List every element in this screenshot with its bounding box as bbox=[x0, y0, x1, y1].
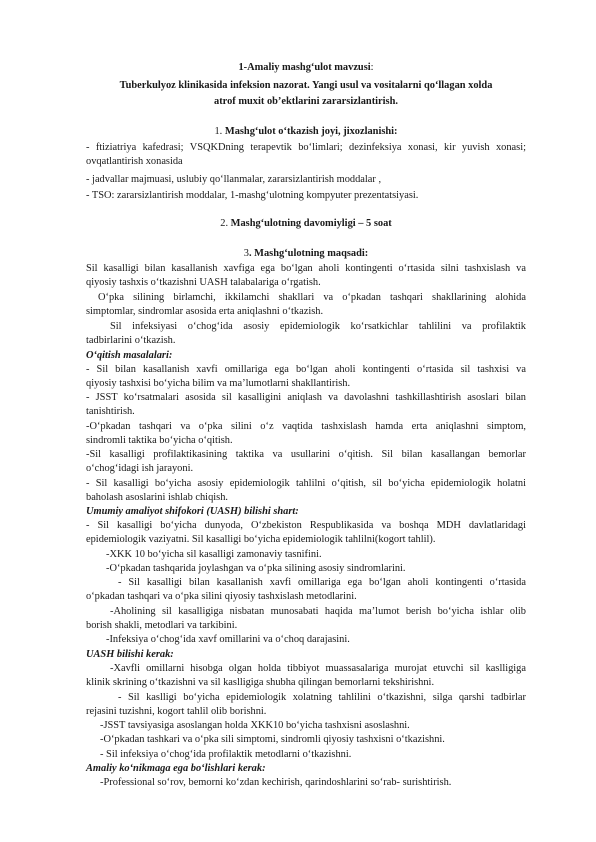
lesson-title-colon: : bbox=[370, 62, 374, 73]
task-line-10: baholash asoslarini ishlab chiqish. bbox=[86, 492, 228, 503]
section-1-line-4: - TSO: zararsizlantirish moddalar, 1-mashg‘ulotning kompyuter prezentatsiyasi. bbox=[86, 190, 419, 201]
skills-heading: Amaliy ko‘nikmaga ega bo‘lishlari kerak: bbox=[86, 763, 266, 774]
task-line-2: qiyosiy tashxisi bo‘yicha bilim va ma’lumotlarni shakllantirish. bbox=[86, 378, 351, 389]
task-line-5: -O‘pkadan tashqari va o‘pka silini o‘z vaqtida tashxislash hamda erta aniqlashni simptom, bbox=[86, 421, 526, 432]
section-2-title: Mashg‘ulotning davomiyligi – 5 soat bbox=[230, 218, 392, 229]
skills-line-1: -Professional so‘rov, bemorni ko‘zdan kechirish, qarindoshlarini so‘rab- surishtirish. bbox=[100, 777, 452, 788]
task-line-7: -Sil kasalligi profilaktikasining taktika va usullarini o‘qitish. Sil bilan kasallangan bemorlar bbox=[86, 449, 526, 460]
should-know-heading: UASH bilishi kerak: bbox=[86, 649, 174, 660]
section-3-number: 3 bbox=[243, 248, 249, 259]
section-2-heading bbox=[86, 218, 526, 230]
must-know-line-9: -Infeksiya o‘chog‘ida xavf omillarini va o‘choq darajasini. bbox=[106, 634, 350, 645]
must-know-heading: Umumiy amaliyot shifokori (UASH) bilishi shart: bbox=[86, 506, 299, 517]
must-know-line-7: -Aholining sil kasalligiga nisbatan munosabati haqida ma’lumot berish bo‘yicha ishlar olib bbox=[110, 606, 526, 617]
task-line-4: tanishtirish. bbox=[86, 406, 135, 417]
should-know-line-3: - Sil kaslligi bo‘yicha epidemiologik xolatning tahlilini o‘tkazishni, silga qarshi tadbirlar bbox=[118, 692, 526, 703]
task-line-3: - JSST ko‘rsatmalari asosida sil kasalligini aniqlash va davolashni tashkillashtirish asoslari bilan bbox=[86, 392, 526, 403]
section-1-line-3: - jadvallar majmuasi, uslubiy qo‘llanmalar, zararsizlantirish moddalar , bbox=[86, 174, 382, 185]
goal-line-2: qiyosiy tashxis o‘tkazishni UASH talabalariga o‘rgatish. bbox=[86, 277, 321, 288]
topic-line-2: atrof muxit ob’ektlarini zararsizlantirish. bbox=[214, 96, 398, 107]
must-know-line-6: o‘pkadan tashqari va o‘pka silini qiyosiy tashxislash metodlarini. bbox=[86, 591, 357, 602]
should-know-line-7: - Sil infeksiya o‘chog‘ida profilaktik metodlarni o‘tkazishni. bbox=[100, 749, 352, 760]
lesson-title bbox=[86, 62, 526, 74]
task-line-8: o‘chog‘idagi ish jarayoni. bbox=[86, 463, 194, 474]
must-know-line-2: epidemiologik vaziyatni. Sil kasalligi bo‘yicha epidemiologik tahlilni(kogort tahlil). bbox=[86, 534, 436, 545]
goal-line-4: simptomlar, sindromlar asosida erta aniqlashni o‘tkazish. bbox=[86, 306, 324, 317]
section-1-line-1: - ftiziatriya kafedrasi; VSQKDning terapevtik bo‘limlari; dezinfeksiya xonasi, kir yuvish xonasi; bbox=[86, 142, 526, 153]
task-line-1: - Sil bilan kasallanish xavfi omillariga ega bo‘lgan aholi kontingenti o‘rtasida sil tashxisi va bbox=[86, 364, 526, 375]
must-know-line-5: - Sil kasalligi bilan kasallanish xavfi omillariga ega bo‘lgan aholi kontingenti o‘rtasida bbox=[118, 577, 526, 588]
task-line-9: - Sil kasalligi bo‘yicha asosiy epidemiologik tahlilni o‘qitish, sil bo‘yicha epidemiologik holatni bbox=[86, 478, 526, 489]
should-know-line-2: klinik skrining o‘tkazishni va sil kaslligiga shubha qilingan bemorlarni tekshirishni. bbox=[86, 677, 435, 688]
section-2-number: 2. bbox=[220, 218, 229, 229]
goal-line-3: O‘pka silining birlamchi, ikkilamchi shakllari va o‘pkadan tashqari shakllarining alohida bbox=[98, 292, 526, 303]
must-know-line-3: -XKK 10 bo‘yicha sil kasalligi zamonaviy tasnifini. bbox=[106, 549, 322, 560]
goal-line-6: tadbirlarini o‘tkazish. bbox=[86, 335, 176, 346]
must-know-line-4: -O‘pkadan tashqarida joylashgan va o‘pka silining asosiy sindromlarini. bbox=[106, 563, 406, 574]
topic-line-1: Tuberkulyoz klinikasida infeksion nazorat. Yangi usul va vositalarni qo‘llagan xolda bbox=[119, 80, 493, 91]
section-3-heading bbox=[86, 248, 526, 260]
goal-line-1: Sil kasalligi bilan kasallanish xavfiga ega bo‘lgan aholi kontingenti o‘rtasida silni tashxislash va bbox=[86, 263, 526, 274]
section-1-line-2: ovqatlantirish xonasida bbox=[86, 156, 183, 167]
section-1-heading bbox=[86, 126, 526, 138]
must-know-line-8: borish shakli, metodlari va tarkibini. bbox=[86, 620, 238, 631]
section-1-title: Mashg‘ulot o‘tkazish joyi, jixozlanishi: bbox=[224, 126, 398, 137]
should-know-line-4: rejasini tuzishni, kogort tahlil olib borishni. bbox=[86, 706, 267, 717]
section-3-title: . Mashg‘ulotning maqsadi: bbox=[248, 248, 369, 259]
should-know-line-5: -JSST tavsiyasiga asoslangan holda XKK10 bo‘yicha tashxisni asoslashni. bbox=[100, 720, 410, 731]
task-line-6: sindromli taktika bo‘yicha o‘qitish. bbox=[86, 435, 233, 446]
should-know-line-6: -O‘pkadan tashkari va o‘pka sili simptomi, sindromli qiyosiy tashxisni o‘tkazishni. bbox=[100, 734, 445, 745]
section-1-number: 1. bbox=[214, 126, 223, 137]
goal-line-5: Sil infeksiyasi o‘chog‘ida asosiy epidemiologik ko‘rsatkichlar tahlilini va profilaktik bbox=[110, 321, 526, 332]
tasks-heading: O‘qitish masalalari: bbox=[86, 350, 173, 361]
should-know-line-1: -Xavfli omillarni hisobga olgan holda tibbiyot muassasalariga murojat etuvchi sil kaslligiga bbox=[110, 663, 526, 674]
lesson-title-text: 1-Amaliy mashg‘ulot mavzusi bbox=[238, 62, 371, 73]
must-know-line-1: - Sil kasalligi bo‘yicha dunyoda, O‘zbekiston Respublikasida va boshqa MDH davlatlaridagi bbox=[86, 520, 526, 531]
